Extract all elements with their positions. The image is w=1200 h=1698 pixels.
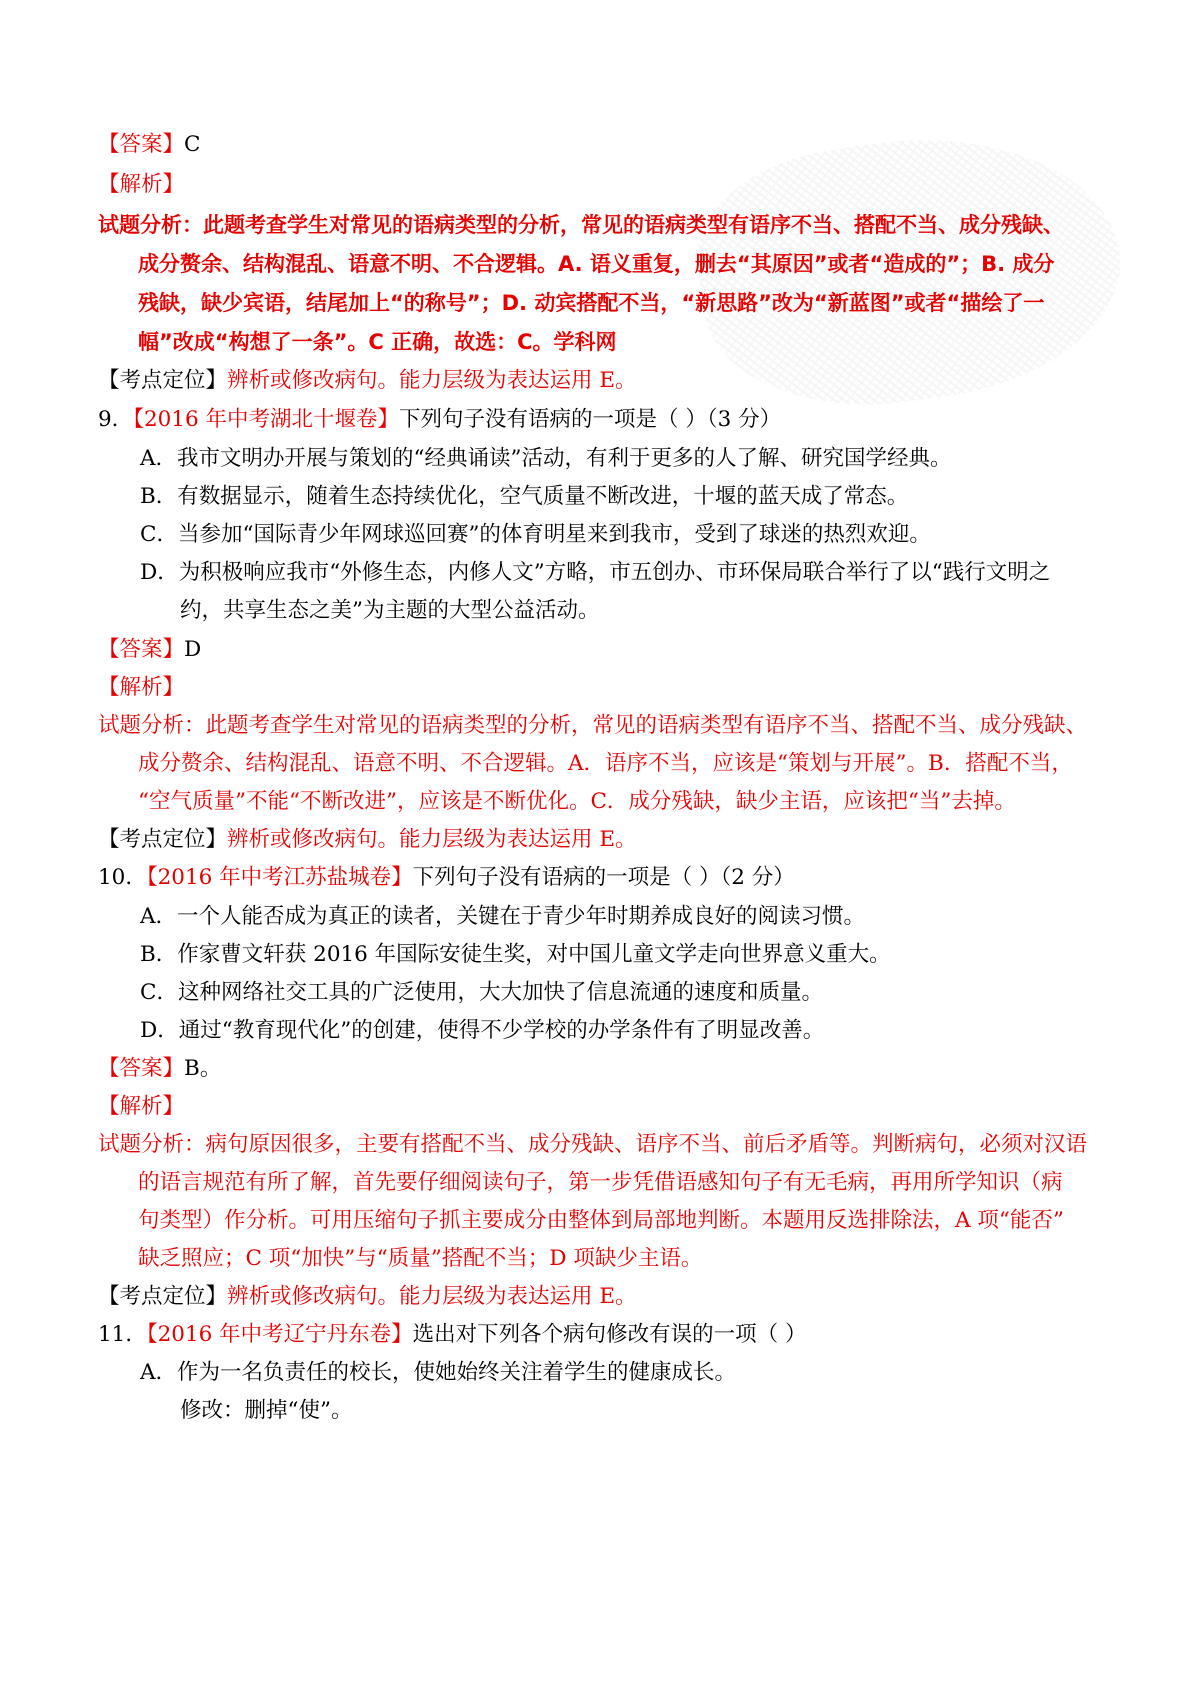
- q10-analysis-line-1: 试题分析：病句原因很多，主要有搭配不当、成分残缺、语序不当、前后矛盾等。判断病句，必须对汉语: [98, 1132, 1088, 1157]
- q10-answer: [98, 1054, 221, 1084]
- answer-label: 【答案】: [98, 637, 185, 662]
- q11-stem: [98, 1320, 807, 1350]
- q9-option-d: D．为积极响应我市“外修生态，内修人文”方略，市五创办、市环保局联合举行了以“践行文明之: [140, 560, 1051, 585]
- q9-answer: [98, 635, 201, 665]
- q8-answer: [98, 130, 200, 160]
- q9-analysis-line-3: “空气质量”不能“不断改进”，应该是不断优化。C．成分残缺，缺少主语，应该把“当”去掉。: [138, 789, 1016, 814]
- point-label: 【考点定位】: [98, 827, 228, 852]
- question-source: 【2016 年中考湖北十堰卷】: [133, 407, 399, 432]
- q10-option-c: C．这种网络社交工具的广泛使用，大大加快了信息流通的速度和质量。: [140, 980, 823, 1005]
- q10-analysis-line-2: 的语言规范有所了解，首先要仔细阅读句子，第一步凭借语感知句子有无毛病，再用所学知识（病: [138, 1170, 1063, 1195]
- q8-point: [98, 366, 637, 396]
- answer-value: D: [184, 637, 202, 662]
- point-label: 【考点定位】: [98, 368, 228, 393]
- q9-analysis-line-1: 试题分析：此题考查学生对常见的语病类型的分析，常见的语病类型有语序不当、搭配不当、成分残缺、: [98, 713, 1088, 738]
- question-number: 10．: [98, 865, 147, 890]
- point-text: 辨析或修改病句。能力层级为表达运用 E。: [227, 827, 637, 852]
- q10-analysis-line-4: 缺乏照应；C 项“加快”与“质量”搭配不当；D 项缺少主语。: [138, 1246, 703, 1271]
- answer-value: C: [184, 132, 201, 157]
- question-stem: 下列句子没有语病的一项是（ ）（2 分）: [412, 865, 795, 890]
- q9-option-d-cont: 约，共享生态之美”为主题的大型公益活动。: [180, 598, 600, 623]
- q11-revision: 修改：删掉“使”。: [180, 1398, 353, 1423]
- q10-option-b: B．作家曹文轩获 2016 年国际安徒生奖，对中国儿童文学走向世界意义重大。: [140, 942, 891, 967]
- point-text: 辨析或修改病句。能力层级为表达运用 E。: [227, 1284, 637, 1309]
- answer-label: 【答案】: [98, 1056, 185, 1081]
- q8-analysis-line-3: 残缺，缺少宾语，结尾加上“的称号”；D. 动宾搭配不当，“新思路”改为“新蓝图”或者“描绘了一: [138, 291, 1045, 315]
- question-stem: 下列句子没有语病的一项是（ ）（3 分）: [399, 407, 782, 432]
- q9-option-c: C．当参加“国际青少年网球巡回赛”的体育明星来到我市，受到了球迷的热烈欢迎。: [140, 522, 931, 547]
- question-source: 【2016 年中考江苏盐城卷】: [146, 865, 413, 890]
- q10-stem: [98, 863, 795, 893]
- q10-point: [98, 1282, 637, 1312]
- question-stem: 选出对下列各个病句修改有误的一项（ ）: [412, 1322, 807, 1347]
- q9-analysis-label: 【解析】: [98, 675, 185, 700]
- question-number: 11．: [98, 1322, 147, 1347]
- q10-option-a: A．一个人能否成为真正的读者，关键在于青少年时期养成良好的阅读习惯。: [140, 904, 866, 929]
- q8-analysis-label: 【解析】: [98, 172, 185, 197]
- answer-value: B。: [184, 1056, 222, 1081]
- q10-analysis-line-3: 句类型）作分析。可用压缩句子抓主要成分由整体到局部地判断。本题用反选排除法，A 项“能否”: [138, 1208, 1064, 1233]
- q10-option-d: D．通过“教育现代化”的创建，使得不少学校的办学条件有了明显改善。: [140, 1018, 825, 1043]
- question-source: 【2016 年中考辽宁丹东卷】: [146, 1322, 413, 1347]
- point-label: 【考点定位】: [98, 1284, 228, 1309]
- q9-point: [98, 825, 637, 855]
- q8-analysis-line-2: 成分赘余、结构混乱、语意不明、不合逻辑。A. 语义重复，删去“其原因”或者“造成的”；B. 成分: [138, 252, 1055, 276]
- q9-analysis-line-2: 成分赘余、结构混乱、语意不明、不合逻辑。A．语序不当，应该是“策划与开展”。B．搭配不当，: [138, 751, 1073, 776]
- point-text: 辨析或修改病句。能力层级为表达运用 E。: [227, 368, 637, 393]
- q10-analysis-label: 【解析】: [98, 1094, 185, 1119]
- question-number: 9．: [98, 407, 134, 432]
- q9-option-b: B．有数据显示，随着生态持续优化，空气质量不断改进，十堰的蓝天成了常态。: [140, 484, 909, 509]
- answer-label: 【答案】: [98, 132, 185, 157]
- q8-analysis-line-1: 试题分析：此题考查学生对常见的语病类型的分析，常见的语病类型有语序不当、搭配不当、成分残缺、: [98, 213, 1064, 237]
- q9-option-a: A．我市文明办开展与策划的“经典诵读”活动，有利于更多的人了解、研究国学经典。: [140, 446, 952, 471]
- q9-stem: [98, 405, 781, 435]
- q11-option-a: A．作为一名负责任的校长，使她始终关注着学生的健康成长。: [140, 1360, 737, 1385]
- q8-analysis-line-4: 幅”改成“构想了一条”。C 正确，故选：C。学科网: [138, 330, 617, 354]
